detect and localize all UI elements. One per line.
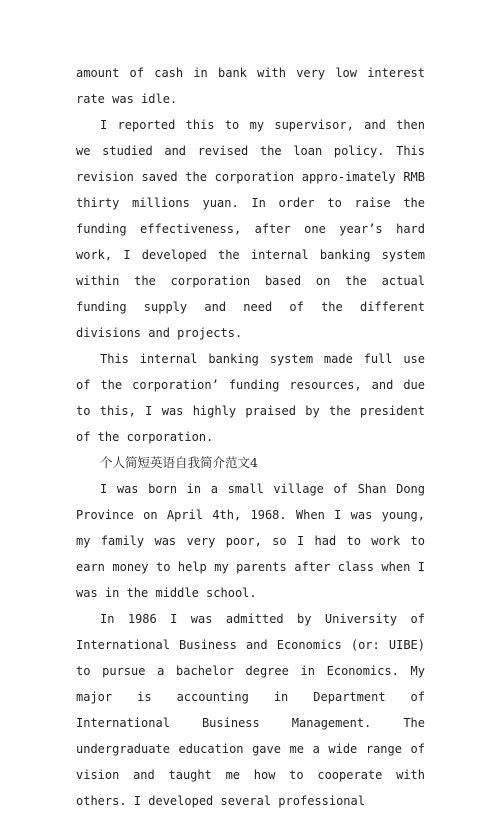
paragraph-loan-policy: I reported this to my supervisor, and then we studied and revised the loan policy. This revision saved the corporation appro-imately RMB thirty millions yuan. In order to raise the funding effectiveness, after one year’s hard work, I developed the internal banking system within the corporation based on the actual funding supply and need of the different divisions and projects. (76, 118, 425, 340)
paragraph-birth: I was born in a small village of Shan Dong Province on April 4th, 1968. When I was young, my family was very poor, so I had to work to earn money to help my parents after class when I was in the middle school. (76, 482, 425, 600)
section-heading: 个人简短英语自我简介范文4 (100, 455, 258, 470)
paragraph-cash-idle: amount of cash in bank with very low interest rate was idle. (76, 66, 425, 106)
document-page (76, 60, 425, 814)
paragraph-university: In 1986 I was admitted by University of International Business and Economics (or: UIBE) to pursue a bachelor degree in Economics. My major is accounting in Department of International Business Management. The undergraduate education gave me a wide range of vision and taught me how to cooperate with others. I developed several professional (76, 612, 425, 808)
paragraph-internal-banking: This internal banking system made full use of the corporation’ funding resources, and due to this, I was highly praised by the president of the corporation. (76, 352, 425, 444)
